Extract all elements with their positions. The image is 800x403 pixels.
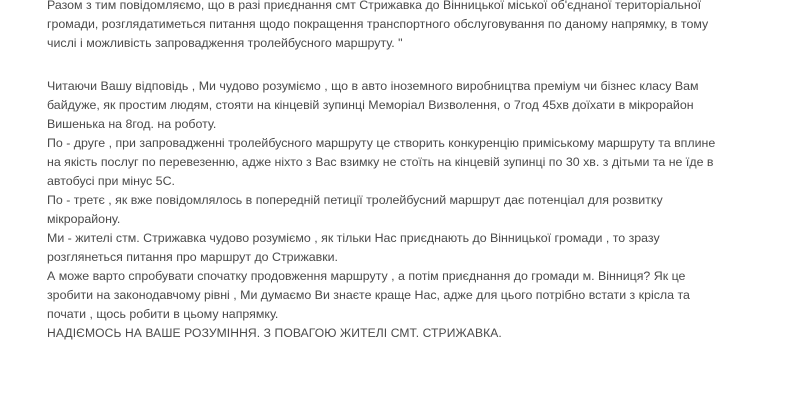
quote-line: Разом з тим повідомляємо, що в разі приєднання смт Стрижавка до Вінницької міської об'єднаної територіальної [47,0,702,12]
signature-line: НАДІЄМОСЬ НА ВАШЕ РОЗУМІННЯ. З ПОВАГОЮ ЖИТЕЛІ СМТ. СТРИЖАВКА. [47,326,502,340]
response-line: А може варто спробувати спочатку продовження маршруту , а потім приєднання до громади м. Вінниця? Як це [47,269,686,283]
response-line: Вишенька на 8год. на роботу. [47,117,217,131]
response-line: розглянеться питання про маршрут до Стрижавки. [47,250,338,264]
response-line: Читаючи Вашу відповідь , Ми чудово розуміємо , що в авто іноземного виробництва преміум чи бізнес класу Вам [47,79,699,93]
response-line: на якість послуг по перевезенню, адже ніхто з Вас взимку не стоїть на кінцевій зупинці по 30 хв. з дітьми та не їде в [47,155,714,169]
response-line: зробити на законодавчому рівні , Ми думаємо Ви знаєте краще Нас, адже для цього потрібно встати з крісла та [47,288,690,302]
quoted-reply [47,0,747,53]
response-line: автобусі при мінус 5С. [47,174,175,188]
response-line: мікрорайону. [47,212,121,226]
response-line: байдуже, як простим людям, стояти на кінцевій зупинці Меморіал Визволення, о 7год 45хв доїхати в мікрорайон [47,98,694,112]
quote-line: числі і можливість запровадження тролейбусного маршруту. " [47,36,403,50]
paragraph-gap [47,53,747,77]
response-line: Ми - жителі стм. Стрижавка чудово розуміємо , як тільки Нас приєднають до Вінницької громади , то зразу [47,231,660,245]
response-text [47,77,747,324]
response-line: По - друге , при запровадженні тролейбусного маршруту це створить конкуренцію приміському маршруту та вплине [47,136,716,150]
petition-text [47,0,747,343]
quote-line: громади, розглядатиметься питання щодо покращення транспортного обслуговування по даному напрямку, в тому [47,17,709,31]
response-line: По - третє , як вже повідомлялось в попередній петиції тролейбусний маршрут дає потенціал для розвитку [47,193,663,207]
response-line: почати , щось робити в цьому напрямку. [47,307,279,321]
